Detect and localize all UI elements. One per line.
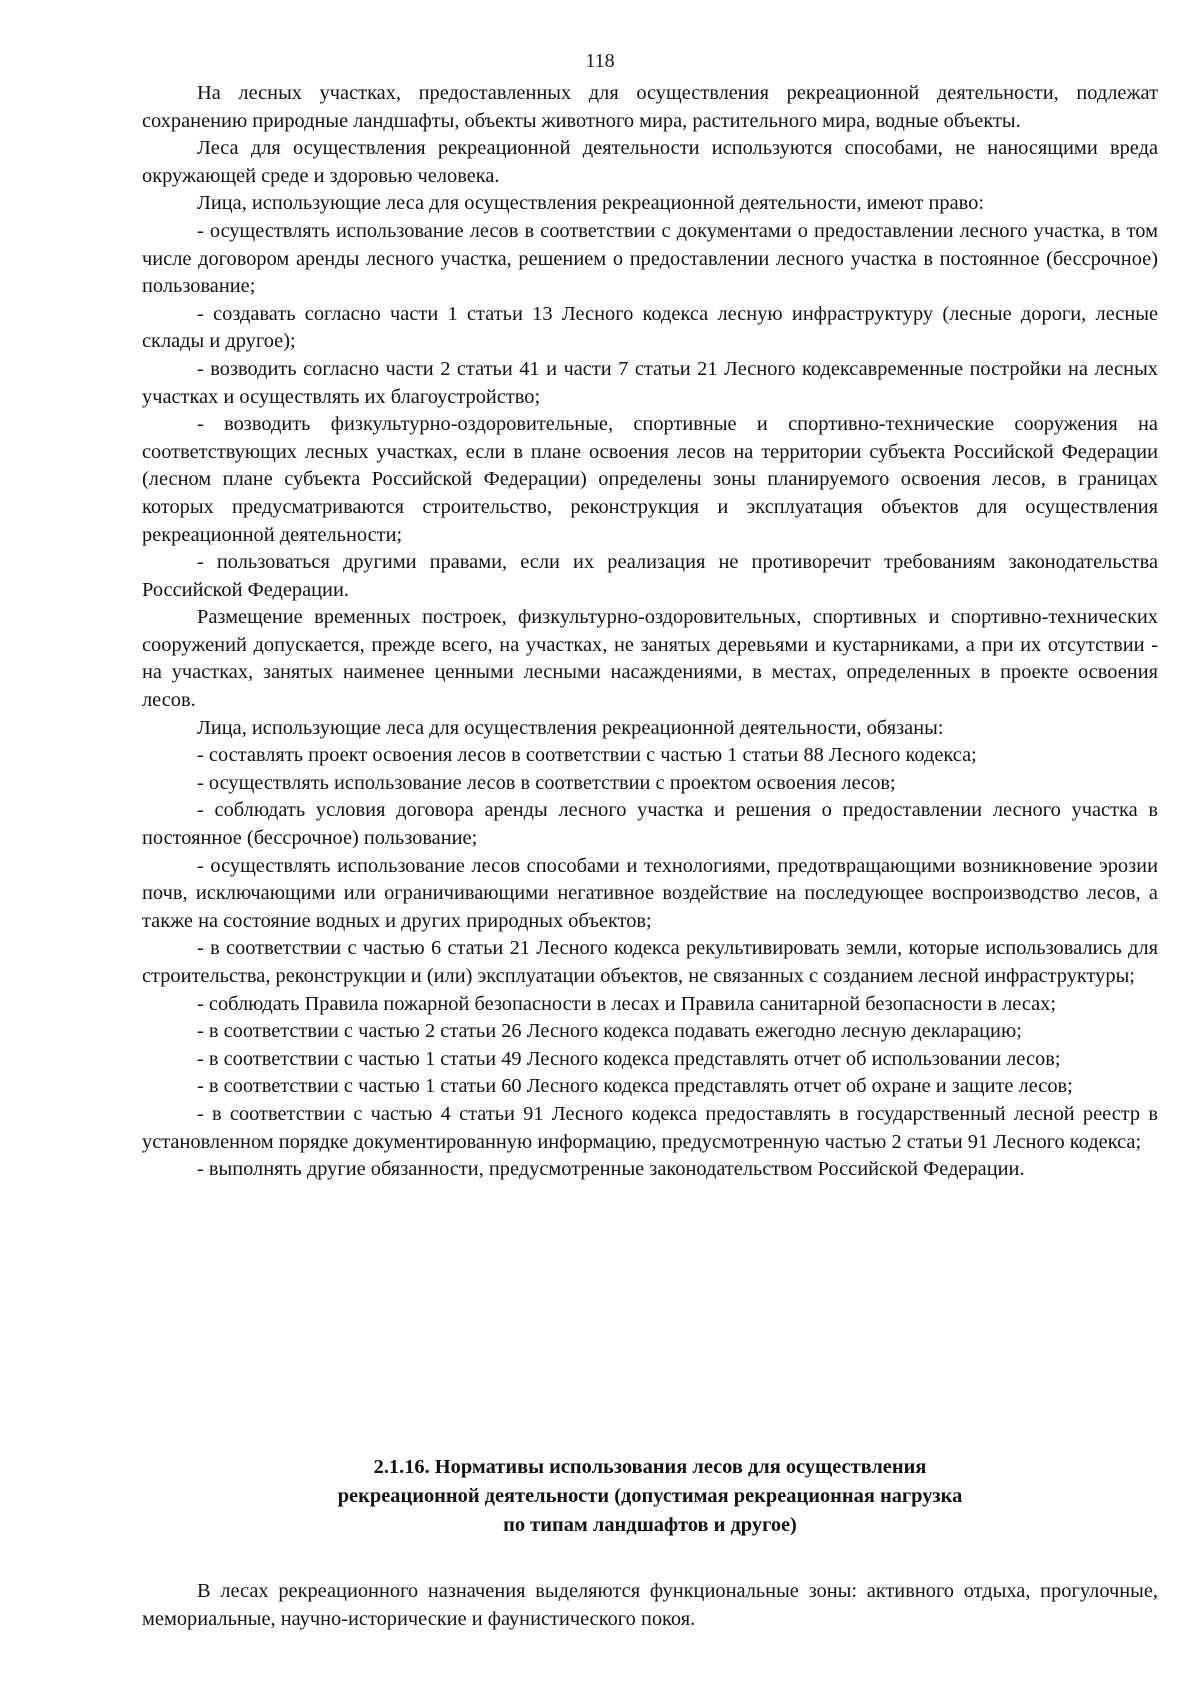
list-item: - составлять проект освоения лесов в соответствии с частью 1 статьи 88 Лесного кодекса; bbox=[197, 744, 977, 767]
section-heading-line: рекреационной деятельности (допустимая рекреационная нагрузка bbox=[337, 1485, 963, 1507]
list-item: - осуществлять использование лесов в соответствии с проектом освоения лесов; bbox=[197, 771, 896, 794]
list-item: - создавать согласно части 1 статьи 13 Лесного кодекса лесную инфраструктуру (лесные дороги, лесные склады и другое); bbox=[142, 302, 1158, 353]
paragraph: Лица, использующие леса для осуществления рекреационной деятельности, обязаны: bbox=[197, 716, 944, 739]
page-number: 118 bbox=[585, 50, 615, 72]
list-item: - соблюдать Правила пожарной безопасности в лесах и Правила санитарной безопасности в лесах; bbox=[197, 992, 1057, 1015]
paragraph: В лесах рекреационного назначения выделяются функциональные зоны: активного отдыха, прогулочные, мемориальные, научно-исторические и фаунистического покоя. bbox=[142, 1580, 1158, 1630]
list-item: - пользоваться другими правами, если их реализация не противоречит требованиям законодательства Российской Федерации. bbox=[142, 551, 1158, 601]
list-item: - возводить согласно части 2 статьи 41 и части 7 статьи 21 Лесного кодексавременные постройки на лесных участках и осуществлять их благоустройство; bbox=[142, 357, 1158, 408]
list-item: - соблюдать условия договора аренды лесного участка и решения о предоставлении лесного участка в постоянное (бессрочное) пользование; bbox=[142, 799, 1158, 850]
body-text bbox=[142, 80, 1158, 1184]
paragraph: Размещение временных построек, физкультурно-оздоровительных, спортивных и спортивно-технических сооружений допускается, прежде всего, на участках, не занятых деревьями и кустарниками, а при их отсутствии - на участках, занятых наименее ценными лесными насаждениями, в местах, определенных в проекте освоения лесов. bbox=[142, 606, 1158, 712]
list-item: - в соответствии с частью 6 статьи 21 Лесного кодекса рекультивировать земли, которые использовались для строительства, реконструкции и (или) эксплуатации объектов, не связанных с созданием лесной инфраструктуры; bbox=[142, 937, 1158, 987]
list-item: - в соответствии с частью 4 статьи 91 Лесного кодекса предоставлять в государственный лесной реестр в установленном порядке документированную информацию, предусмотренную частью 2 статьи 91 Лесного кодекса; bbox=[142, 1102, 1158, 1153]
list-item: - осуществлять использование лесов способами и технологиями, предотвращающими возникновение эрозии почв, исключающими или ограничивающими негативное воздействие на последующее воспроизводство лесов, а также на состояние водных и других природных объектов; bbox=[142, 854, 1158, 932]
section-heading bbox=[142, 1453, 1158, 1540]
paragraph: На лесных участках, предоставленных для осуществления рекреационной деятельности, подлежат сохранению природные ландшафты, объекты животного мира, растительного мира, водные объекты. bbox=[142, 82, 1158, 132]
paragraph: Леса для осуществления рекреационной деятельности используются способами, не наносящими вреда окружающей среде и здоровью человека. bbox=[142, 137, 1158, 187]
section-heading-line: по типам ландшафтов и другое) bbox=[503, 1514, 797, 1536]
list-item: - в соответствии с частью 2 статьи 26 Лесного кодекса подавать ежегодно лесную декларацию; bbox=[197, 1020, 1022, 1043]
paragraph: Лица, использующие леса для осуществления рекреационной деятельности, имеют право: bbox=[197, 192, 985, 215]
list-item: - в соответствии с частью 1 статьи 49 Лесного кодекса представлять отчет об использовании лесов; bbox=[197, 1047, 1061, 1070]
closing-text bbox=[142, 1578, 1158, 1633]
list-item: - выполнять другие обязанности, предусмотренные законодательством Российской Федерации. bbox=[197, 1158, 1025, 1181]
section-heading-line: 2.1.16. Нормативы использования лесов для осуществления bbox=[373, 1456, 927, 1478]
list-item: - в соответствии с частью 1 статьи 60 Лесного кодекса представлять отчет об охране и защите лесов; bbox=[197, 1075, 1073, 1098]
list-item: - осуществлять использование лесов в соответствии с документами о предоставлении лесного участка, в том числе договором аренды лесного участка, решением о предоставлении лесного участка в постоянное (бессрочное) пользование; bbox=[142, 219, 1158, 298]
list-item: - возводить физкультурно-оздоровительные, спортивные и спортивно-технические сооружения на соответствующих лесных участках, если в плане освоения лесов на территории субъекта Российской Федерации (лесном плане субъекта Российской Федерации) определены зоны планируемого освоения лесов, в границах которых предусматриваются строительство, реконструкция и эксплуатация объектов для осуществления рекреационной деятельности; bbox=[142, 413, 1158, 546]
